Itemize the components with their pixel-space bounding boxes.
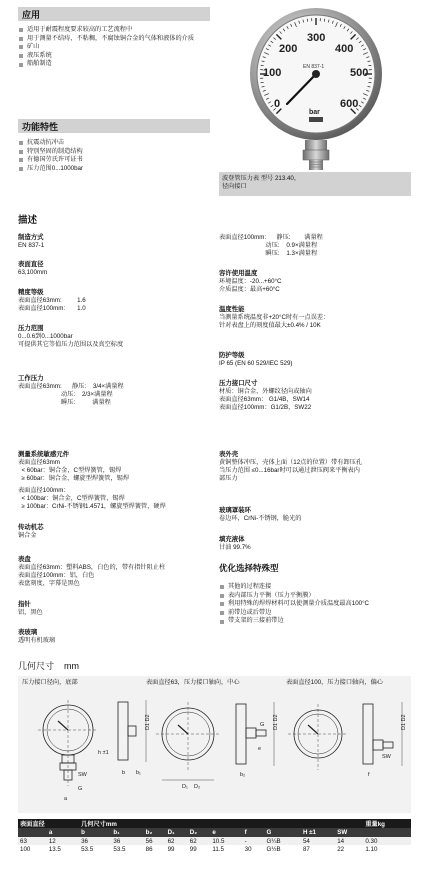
view-caption: 表面直径63，压力接口轴向，中心 xyxy=(146,679,240,686)
spec-text: EN 837-1 xyxy=(18,242,45,249)
spec-text: 表面直径100mm： xyxy=(18,487,70,494)
spec-text: 黄铜整体冲压，壳体上面（12点的位置）带有卸压孔 xyxy=(219,459,363,466)
table-header-cell: 重量kg xyxy=(363,819,411,828)
dim-label: D1 D2 xyxy=(401,714,407,730)
spec-heading: 压力接口尺寸 xyxy=(219,380,258,387)
spec-text: 表盘刻度，字幕是黑色 xyxy=(18,580,80,587)
list-item: 特别坚固的制造结构 xyxy=(18,148,218,157)
table-cell: 13.5 xyxy=(48,845,61,853)
list-item: 适用于耐震程度要求较高的工艺流程中 xyxy=(18,26,208,35)
dimensions-title-text: 几何尺寸 xyxy=(18,661,55,671)
table-cell: 63 xyxy=(18,837,47,845)
table-cell: 56 xyxy=(144,837,166,845)
features-list xyxy=(18,139,218,173)
spec-text: 当测量系统温度非+20°C时有一点误差： xyxy=(219,314,330,321)
spec-text: 部压力 xyxy=(219,475,238,482)
spec-heading: 指针 xyxy=(18,601,31,608)
table-cell: 12 xyxy=(47,837,79,845)
view-caption: 表面直径100，压力接口轴向，偏心 xyxy=(286,679,383,686)
list-item: 压力范围0...1000bar xyxy=(18,165,218,174)
list-item: 带支架的三接前带边 xyxy=(219,617,414,626)
gauge-photo xyxy=(219,6,411,196)
table-cell: b₁ xyxy=(111,828,143,837)
gauge-unit: bar xyxy=(309,109,320,116)
dim-label: D1 D2 xyxy=(145,714,151,730)
table-cell: 86 xyxy=(145,845,153,853)
spec-text: 材质：铜合金，外螺纹径向或轴向 xyxy=(219,388,312,395)
spec-heading: 容许使用温度 xyxy=(219,270,258,277)
spec-heading: 表面直径 xyxy=(18,261,44,268)
dimension-drawings xyxy=(18,690,411,813)
pressure-gauge-icon xyxy=(219,6,411,196)
dim-label: b₂ xyxy=(240,772,246,778)
dim-label: h ±1 xyxy=(98,750,109,756)
table-cell: 10.5 xyxy=(210,837,242,845)
table-cell: G½B xyxy=(266,845,281,853)
spec-heading: 玻璃罩装环 xyxy=(219,507,251,514)
scale-label: 300 xyxy=(307,32,326,44)
spec-heading: 温度性能 xyxy=(219,306,245,313)
view-caption: 压力接口径向，底部 xyxy=(22,679,78,686)
spec-text: 表面直径100mm：铝，白色 xyxy=(18,572,95,579)
list-item: 前带边或后带边 xyxy=(219,609,414,618)
spec-heading: 工作压力 xyxy=(18,375,44,382)
table-cell xyxy=(18,828,47,837)
spec-heading: 防护等级 xyxy=(219,352,245,359)
spec-text: 动压: 2/3×满量程 xyxy=(18,391,113,398)
spec-text: 表面直径63mm xyxy=(18,459,60,466)
table-cell: G¼B xyxy=(265,837,301,845)
table-cell: b₂ xyxy=(144,828,166,837)
spec-heading: 压力范围 xyxy=(18,325,44,332)
dim-label: f xyxy=(368,772,370,778)
spec-heading: 表玻璃 xyxy=(18,629,38,636)
scale-label: 500 xyxy=(350,67,369,79)
table-cell: 99 xyxy=(189,845,197,853)
dimensions-title xyxy=(18,659,79,672)
spec-text: 瞬压: 满量程 xyxy=(18,399,111,406)
spec-text: 甘油 99.7% xyxy=(219,544,251,551)
spec-text: 表面直径100mm: 静压: 满量程 xyxy=(219,234,323,241)
table-cell: 0.30 xyxy=(363,837,411,845)
list-item: 矿山 xyxy=(18,43,208,52)
spec-text: 63,100mm xyxy=(18,269,48,276)
spec-text: 介质温度：最高+60°C xyxy=(219,286,280,293)
spec-text: 表面直径63mm: 1.6 xyxy=(18,297,86,304)
list-item: 抗震动抗冲击 xyxy=(18,139,218,148)
spec-text: 针对表盘上的刻度值最大±0.4% / 10K xyxy=(219,322,321,329)
spec-text: 瞬压: 1.3×满量程 xyxy=(219,250,318,257)
table-cell: f xyxy=(243,828,265,837)
table-row xyxy=(18,845,411,853)
spec-heading: 制造方式 xyxy=(18,234,44,241)
spec-text: 表面直径63mm: 静压: 3/4×满量程 xyxy=(18,383,124,390)
spec-text: 表面直径100mm: 1.0 xyxy=(18,305,86,312)
spec-text: 表面直径100mm：G1/2B，SW22 xyxy=(219,404,312,411)
dim-label: SW xyxy=(78,772,87,778)
table-cell: 100 xyxy=(20,845,31,853)
spec-heading: 表盘 xyxy=(18,556,31,563)
table-cell: a xyxy=(47,828,79,837)
table-cell: 11.5 xyxy=(212,845,224,853)
dim-label: b₁ xyxy=(136,770,141,776)
table-cell: 53.5 xyxy=(81,845,94,853)
spec-heading: 填充液体 xyxy=(219,536,245,543)
dim-label: G xyxy=(78,786,83,792)
spec-text: 卷边环，CrNi-不锈钢，脆光的 xyxy=(219,515,302,522)
list-item: 用于测量不结痔，不粘稠，不腐蚀铜合金的气体和液体的介质 xyxy=(18,35,208,44)
table-header-row xyxy=(18,828,411,837)
section-header-features xyxy=(18,119,210,133)
table-cell: 22 xyxy=(337,845,345,853)
table-header-row xyxy=(18,819,411,828)
scale-label: 100 xyxy=(263,67,282,79)
spec-text: 环境温度：-20...+60°C xyxy=(219,278,282,285)
spec-text: 透明有机玻璃 xyxy=(18,637,56,644)
options-list xyxy=(219,583,414,626)
spec-text: ≥ 100bar：CrNi-不锈钢1.4571，螺旋型焊簧管，硬焊 xyxy=(18,503,166,510)
dim-label: D₁ xyxy=(182,784,188,790)
table-header-cell: 表面直径 xyxy=(18,819,79,828)
list-item: 有德国劳氏许可证书 xyxy=(18,156,218,165)
spec-heading: 精度等级 xyxy=(18,289,44,296)
table-cell: 53.5 xyxy=(113,845,126,853)
table-cell xyxy=(363,828,411,837)
dim-label: e xyxy=(258,746,262,752)
table-cell: G xyxy=(265,828,301,837)
scale-label: 0 xyxy=(274,98,281,110)
gauge-caption: 径向接口 xyxy=(222,183,247,190)
applications-list xyxy=(18,26,208,69)
spec-text: 0...0.6到0...1000bar xyxy=(18,333,73,340)
table-cell: 36 xyxy=(111,837,143,845)
table-cell: SW xyxy=(335,828,363,837)
dim-label: D₂ xyxy=(194,784,201,790)
table-cell: D₂ xyxy=(188,828,211,837)
list-item: 船舶制造 xyxy=(18,60,208,69)
table-row xyxy=(18,837,411,845)
table-cell: 36 xyxy=(79,837,111,845)
section-title: 功能特性 xyxy=(22,122,59,132)
dimensions-unit: mm xyxy=(64,661,80,671)
table-cell: H ±1 xyxy=(301,828,335,837)
list-item: 液压系统 xyxy=(18,52,208,61)
dim-label: a xyxy=(64,796,68,802)
scale-label: 600 xyxy=(340,98,359,110)
dim-label: G xyxy=(260,722,265,728)
spec-text: 表面直径63mm： G1/4B，SW14 xyxy=(219,396,310,403)
table-cell: 14 xyxy=(335,837,363,845)
spec-text: 铜合金 xyxy=(18,532,37,539)
spec-text: < 100bar：铜合金，C型焊簧管，锡焊 xyxy=(18,495,125,502)
dim-label: b xyxy=(122,770,126,776)
dim-label: SW xyxy=(382,754,391,760)
scale-label: 400 xyxy=(335,43,354,55)
spec-heading: 表外壳 xyxy=(219,451,239,458)
table-cell: 99 xyxy=(167,845,175,853)
list-item: 表内部压力平衡（压力平衡膜） xyxy=(219,592,414,601)
table-cell: 62 xyxy=(188,837,211,845)
spec-text: ≥ 60bar：铜合金，螺旋型焊簧管，锡焊 xyxy=(18,475,130,482)
scale-label: 200 xyxy=(279,43,298,55)
gauge-caption-box xyxy=(219,172,411,196)
table-cell: 30 xyxy=(244,845,252,853)
table-cell: - xyxy=(243,837,265,845)
spec-text: 动压: 0.9×满量程 xyxy=(219,242,318,249)
specs-title: 描述 xyxy=(18,215,38,226)
table-header-cell: 几何尺寸mm xyxy=(79,819,363,828)
list-item: 利用特殊的焊焊材料可以使测量介质温度最高100°C xyxy=(219,600,414,609)
spec-text: 表面直径63mm：塑料ABS，白色的，带有指针阻止柱 xyxy=(18,564,166,571)
spec-heading: 测量系统敏感元件 xyxy=(18,451,70,458)
spec-text: 铝，黑色 xyxy=(18,609,43,616)
table-cell: 87 xyxy=(302,845,310,853)
list-item: 其他的过程连接 xyxy=(219,583,414,592)
spec-text: 当压力范围 ≤0...16bar时可以通过泄压阀来平衡表内 xyxy=(219,467,360,474)
spec-text: 可提供其它等值压力范围以及真空标度 xyxy=(18,341,124,348)
section-title: 应用 xyxy=(22,10,41,20)
dimensions-table xyxy=(18,819,411,853)
table-cell: 1.10 xyxy=(365,845,378,853)
table-cell: b xyxy=(79,828,111,837)
gauge-model-text: EN 837-1 xyxy=(303,64,325,70)
table-cell: 62 xyxy=(166,837,188,845)
dim-label: D1 D2 xyxy=(273,714,279,730)
options-title: 优化选择特殊型 xyxy=(219,563,279,573)
table-cell: 54 xyxy=(301,837,335,845)
gauge-caption: 波登管压力表 型号 213.40， xyxy=(222,175,301,182)
spec-text: IP 65 (EN 60 529/IEC 529) xyxy=(219,360,293,367)
section-header-applications xyxy=(18,7,210,21)
table-cell: D₁ xyxy=(166,828,188,837)
spec-text: < 60bar：铜合金，C型焊簧管，锡焊 xyxy=(18,467,122,474)
table-cell: e xyxy=(210,828,242,837)
spec-heading: 传动机芯 xyxy=(18,524,44,531)
